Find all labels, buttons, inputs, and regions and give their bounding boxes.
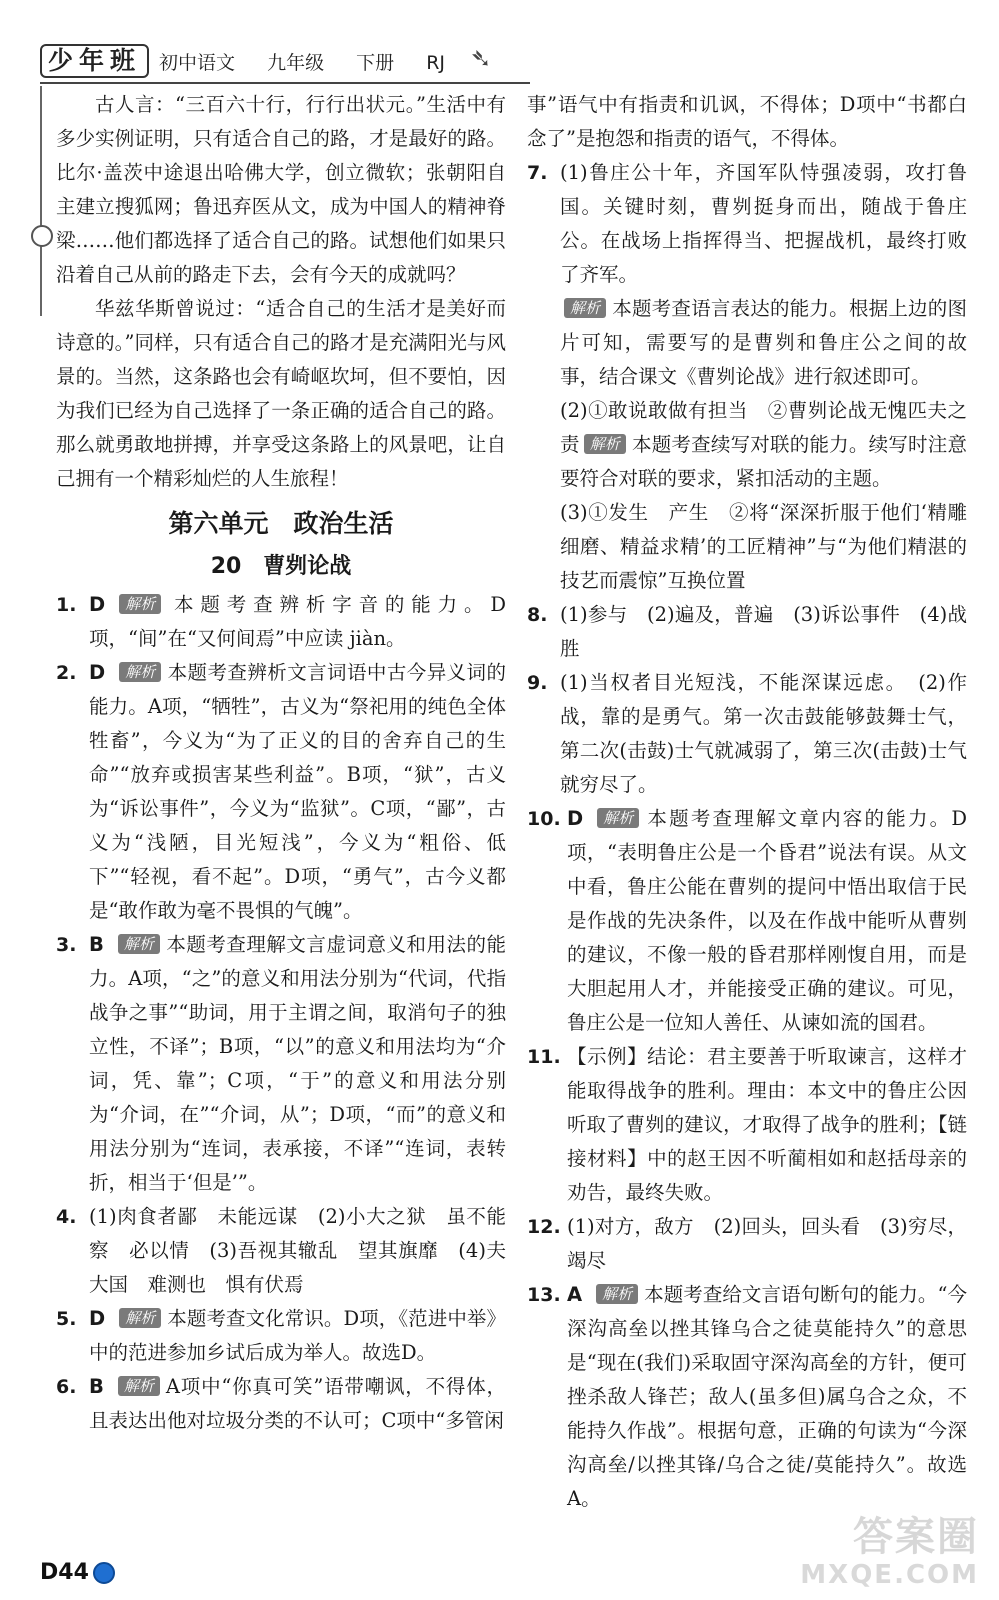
series-logo: 少年班	[40, 44, 149, 78]
item-text: (1)当权者目光短浅，不能深谋远虑。 (2)作战，靠的是勇气。第一次击鼓能够鼓舞士气，第二次(击鼓)士气就减弱了，第三次(击鼓)士气就穷尽了。	[560, 671, 967, 796]
answer-item-7	[527, 156, 967, 598]
analysis-tag: 解析	[119, 662, 161, 682]
analysis-tag: 解析	[118, 934, 160, 954]
item-7-part-1: (1)鲁庄公十年，齐国军队恃强凌弱，攻打鲁国。关键时刻，曹刿挺身而出，随战于鲁庄公。在战场上指挥得当、把握战机，最终打败了齐军。	[560, 161, 967, 286]
item-number: 4.	[56, 1206, 77, 1228]
grade-label: 九年级	[267, 51, 325, 74]
item-answer: B	[89, 1375, 104, 1398]
binder-ring-icon	[31, 225, 53, 247]
item-7-part-2	[560, 394, 967, 496]
left-column	[56, 88, 506, 1438]
watermark-domain: MXQE.COM	[800, 1560, 979, 1590]
answer-item-1	[56, 588, 506, 656]
watermark-title: 答案圈	[853, 1514, 979, 1560]
item-text: 本题考查给文言语句断句的能力。“今深沟高垒以挫其锋乌合之徒莫能持久”的意思是“现在(我们)采取固守深沟高垒的方针，便可挫杀敌人锋芒；敌人(虽多但)属乌合之众，不能持久作战”。根据句意，正确的句读为“今深沟高垒/以挫其锋/乌合之徒/莫能持久”。故选A。	[567, 1283, 967, 1510]
analysis-tag: 解析	[119, 1308, 161, 1328]
item-text: (1)肉食者鄙 未能远谋 (2)小大之狱 虽不能察 必以情 (3)吾视其辙乱 望其旗靡 (4)夫大国 难测也 惧有伏焉	[89, 1205, 506, 1296]
essay-paragraph-1: 古人言：“三百六十行，行行出状元。”生活中有多少实例证明，只有适合自己的路，才是最好的路。比尔·盖茨中途退出哈佛大学，创立微软；张朝阳自主建立搜狐网；鲁迅弃医从文，成为中国人的精神脊梁……他们都选择了适合自己的路。试想他们如果只沿着自己从前的路走下去，会有今天的成就吗？	[56, 93, 506, 286]
item-number: 6.	[56, 1376, 77, 1398]
watermark	[800, 1514, 979, 1590]
item-answer: B	[89, 933, 104, 956]
item-text: (1)参与 (2)遍及，普遍 (3)诉讼事件 (4)战胜	[560, 603, 967, 660]
volume-label: 下册	[356, 51, 395, 74]
item-7-part-3: (3)①发生 产生 ②将“深深折服于他们‘精雕细磨、精益求精’的工匠精神”与“为他们精湛的技艺而震惊”互换位置	[560, 501, 967, 592]
page-number: D44	[40, 1560, 89, 1585]
answer-item-2	[56, 656, 506, 928]
item-number: 12.	[527, 1216, 561, 1238]
item-text: 【示例】结论：君主要善于听取谏言，这样才能取得战争的胜利。理由：本文中的鲁庄公因听取了曹刿的建议，才取得了战争的胜利；【链接材料】中的赵王因不听蔺相如和赵括母亲的劝告，最终失败。	[567, 1045, 967, 1204]
answer-item-11	[527, 1040, 967, 1210]
answer-item-9	[527, 666, 967, 802]
item-number: 2.	[56, 662, 77, 684]
subject-label: 初中语文	[159, 51, 236, 74]
item-7-part-1-analysis	[560, 292, 967, 394]
doodle-icon: ➴	[470, 44, 492, 74]
answer-item-8	[527, 598, 967, 666]
item-text: 本题考查续写对联的能力。续写时注意要符合对联的要求，紧扣活动的主题。	[560, 433, 967, 490]
answer-item-13	[527, 1278, 967, 1516]
item-text: A项中“你真可笑”语带嘲讽，不得体，且表达出他对垃圾分类的不认可；C项中“多管闲	[89, 1375, 506, 1432]
edition-label: RJ	[426, 51, 446, 74]
item-text: 本题考查文化常识。D项，《范进中举》中的范进参加乡试后成为举人。故选D。	[89, 1307, 506, 1364]
item-text: 本题考查辨析文言词语中古今异义词的能力。A项，“牺牲”，古义为“祭祀用的纯色全体牲畜”，今义为“为了正义的目的舍弃自己的生命”“放弃或损害某些利益”。B项，“狱”，古义为“诉讼事件”，今义为“监狱”。C项，“鄙”，古义为“浅陋，目光短浅”，今义为“粗俗、低下”“轻视，看不起”。D项，“勇气”，古今义都是“敢作敢为毫不畏惧的气魄”。	[89, 661, 506, 922]
answer-item-3	[56, 928, 506, 1200]
unit-title: 第六单元 政治生活	[168, 509, 394, 538]
analysis-tag: 解析	[584, 434, 626, 454]
item-text: 本题考查理解文章内容的能力。D项，“表明鲁庄公是一个昏君”说法有误。从文中看，鲁庄公能在曹刿的提问中悟出取信于民是作战的先决条件，以及在作战中能听从曹刿的建议，不像一般的昏君那样刚愎自用，而是大胆起用人才，并能接受正确的建议。可见，鲁庄公是一位知人善任、从谏如流的国君。	[567, 807, 967, 1034]
book-meta	[159, 48, 471, 75]
item-number: 8.	[527, 604, 548, 626]
analysis-tag: 解析	[118, 1376, 160, 1396]
item-text: (1)对方，敌方 (2)回头，回头看 (3)穷尽，竭尽	[567, 1215, 967, 1272]
item-answer: D	[89, 1307, 106, 1330]
page-header	[40, 42, 540, 80]
item-number: 10.	[527, 808, 561, 830]
lesson-title: 20 曹刿论战	[210, 554, 352, 579]
item-number: 9.	[527, 672, 548, 694]
item-number: 11.	[527, 1046, 561, 1068]
item-answer: D	[89, 593, 106, 616]
margin-line	[40, 86, 42, 316]
item-answer: A	[567, 1283, 583, 1306]
item-number: 1.	[56, 594, 77, 616]
header-divider	[40, 82, 530, 84]
item-text: 本题考查辨析字音的能力。D项，“间”在“又何间焉”中应读 jiàn。	[89, 593, 506, 650]
item-text: 本题考查理解文言虚词意义和用法的能力。A项，“之”的意义和用法分别为“代词，代指战争之事”“助词，用于主谓之间，取消句子的独立性，不译”；B项，“以”的意义和用法均为“介词，凭、靠”；C项，“于”的意义和用法分别为“介词，在”“介词，从”；D项，“而”的意义和用法分别为“连词，表承接，不译”“连词，表转折，相当于‘但是’”。	[89, 933, 506, 1194]
analysis-tag: 解析	[564, 298, 606, 318]
item-text: 事”语气中有指责和讥讽，不得体；D项中“书都白念了”是抱怨和指责的语气，不得体。	[527, 93, 967, 150]
answer-item-5	[56, 1302, 506, 1370]
item-text: (2)①敢说敢做有担当 ②曹刿论战无愧匹夫之责	[560, 399, 967, 456]
continued-text	[527, 88, 967, 156]
answer-item-4	[56, 1200, 506, 1302]
page-marker-icon	[93, 1562, 115, 1584]
item-text: 本题考查语言表达的能力。根据上边的图片可知，需要写的是曹刿和鲁庄公之间的故事，结合课文《曹刿论战》进行叙述即可。	[560, 297, 967, 388]
item-number: 5.	[56, 1308, 77, 1330]
item-number: 3.	[56, 934, 77, 956]
right-column	[527, 88, 967, 1516]
answer-item-6	[56, 1370, 506, 1438]
item-number: 7.	[527, 162, 548, 184]
analysis-tag: 解析	[596, 1284, 638, 1304]
answer-item-12	[527, 1210, 967, 1278]
item-number: 13.	[527, 1284, 561, 1306]
analysis-tag: 解析	[597, 808, 639, 828]
page-footer	[40, 1560, 115, 1585]
answer-item-10	[527, 802, 967, 1040]
essay-paragraph-2: 华兹华斯曾说过：“适合自己的生活才是美好而诗意的。”同样，只有适合自己的路才是充满阳光与风景的。当然，这条路也会有崎岖坎坷，但不要怕，因为我们已经为自己选择了一条正确的适合自己的路。那么就勇敢地拼搏，并享受这条路上的风景吧，让自己拥有一个精彩灿烂的人生旅程！	[56, 297, 506, 490]
item-answer: D	[89, 661, 106, 684]
analysis-tag: 解析	[119, 594, 161, 614]
item-answer: D	[567, 807, 584, 830]
